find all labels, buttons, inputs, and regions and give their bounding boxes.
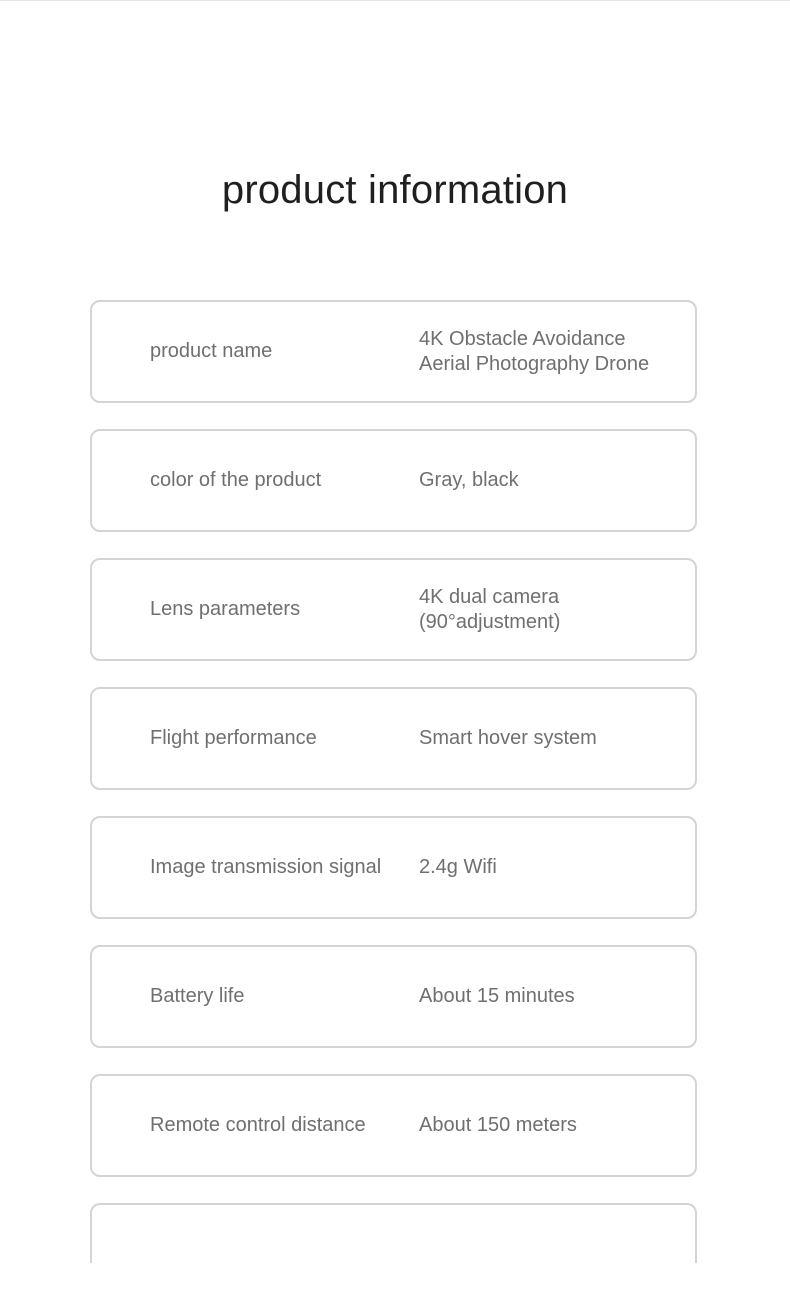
spec-value: About 150 meters	[419, 1114, 577, 1136]
spec-label: Lens parameters	[150, 598, 301, 620]
spec-value: 2.4g Wifi	[419, 856, 497, 878]
spec-list	[90, 300, 697, 1289]
spec-value: 4K Obstacle Avoidance Aerial Photography Drone	[419, 327, 650, 375]
spec-value: 4K dual camera (90°adjustment)	[419, 585, 561, 633]
spec-row-flight-performance	[90, 687, 697, 790]
spec-label: Remote control distance	[150, 1114, 366, 1136]
spec-row-color	[90, 429, 697, 532]
spec-label: Flight performance	[150, 727, 317, 749]
spec-label: Image transmission signal	[150, 856, 382, 878]
spec-value: Gray, black	[419, 469, 519, 491]
spec-row-product-name	[90, 300, 697, 403]
spec-label: product name	[150, 340, 273, 362]
spec-row-lens	[90, 558, 697, 661]
page-title: product information	[221, 167, 569, 212]
top-divider	[0, 0, 790, 1]
spec-label: color of the product	[150, 469, 322, 491]
spec-row-remote-distance	[90, 1074, 697, 1177]
spec-value: Smart hover system	[419, 727, 597, 749]
spec-label: Battery life	[150, 985, 245, 1007]
spec-row-next-partial	[90, 1203, 697, 1263]
spec-value: About 15 minutes	[419, 985, 575, 1007]
spec-row-image-transmission	[90, 816, 697, 919]
spec-row-battery-life	[90, 945, 697, 1048]
